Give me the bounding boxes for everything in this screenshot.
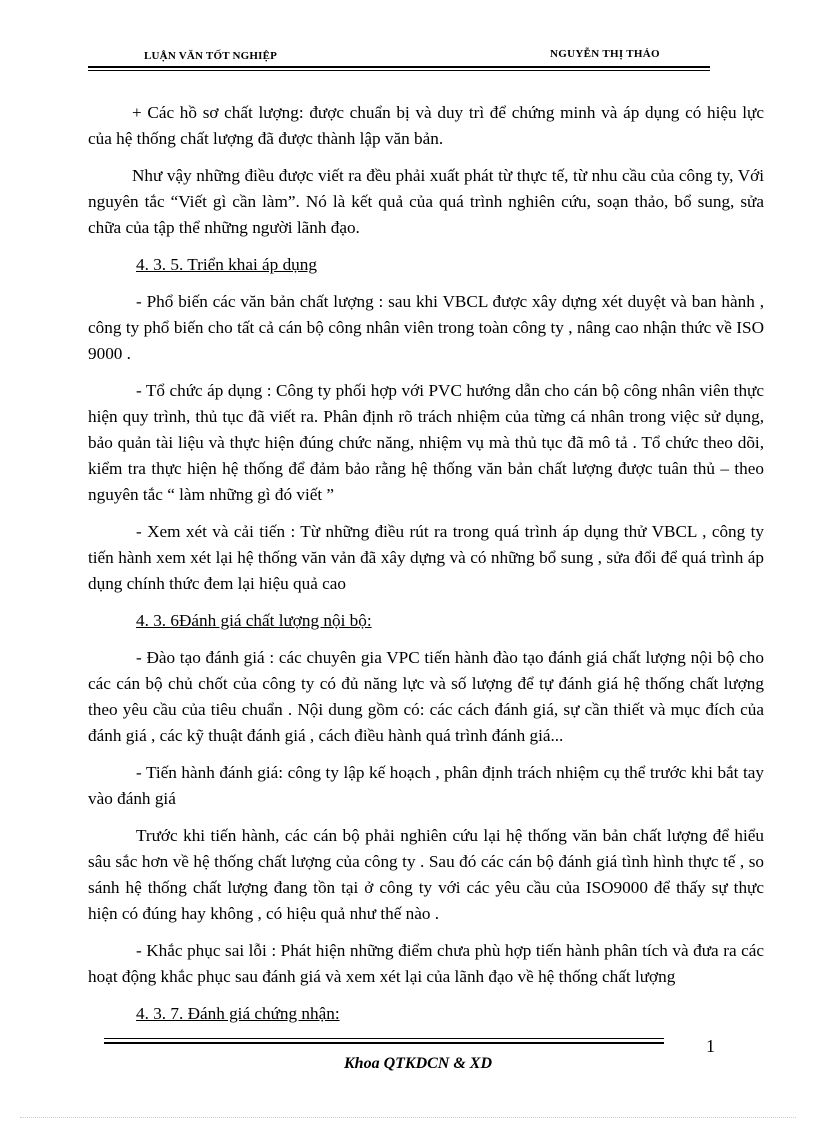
footer-rule-bottom	[104, 1042, 664, 1044]
section-heading-4-3-6: 4. 3. 6Đánh giá chất lượng nội bộ:	[136, 611, 372, 630]
paragraph-application: - Tổ chức áp dụng : Công ty phối hợp với PVC hướng dẫn cho cán bộ công nhân viên thực hiện quy trình, thủ tục đã viết ra. Phân định rõ trách nhiệm của từng cá nhân trong việc sử dụng, bảo quản tài liệu và thực hiện đúng chức năng, nhiệm vụ mà thủ tục đã mô tả . Tổ chức theo dõi, kiểm tra thực hiện hệ thống để đảm bảo rằng hệ thống văn bản chất lượng được tuân thủ – theo nguyên tắc “ làm những gì đó viết ”	[88, 381, 764, 504]
paragraph-quality-records: + Các hồ sơ chất lượng: được chuẩn bị và duy trì để chứng minh và áp dụng có hiệu lực của hệ thống chất lượng đã được thành lập văn bản.	[88, 103, 764, 148]
header-thesis-title: LUẬN VĂN TỐT NGHIỆP	[144, 50, 278, 62]
paragraph-before-audit: Trước khi tiến hành, các cán bộ phải nghiên cứu lại hệ thống văn bản chất lượng để hiểu sâu sắc hơn về hệ thống chất lượng của công ty . Sau đó các cán bộ đánh giá tình hình thực tế , so sánh hệ thống chất lượng đang tồn tại ở công ty với các yêu cầu của ISO9000 để thấy sự thực hiện có đúng hay không , có hiệu quả như thế nào .	[88, 826, 764, 923]
header-author-name: NGUYỄN THỊ THẢO	[550, 48, 660, 60]
header-rule-top	[88, 66, 710, 68]
paragraph-summary: Như vậy những điều được viết ra đều phải xuất phát từ thực tế, từ nhu cầu của công ty, Với nguyên tắc “Viết gì cần làm”. Nó là kết quả của quá trình nghiên cứu, soạn thảo, bổ sung, sửa chữa của tập thể những người lãnh đạo.	[88, 166, 764, 237]
footer-rule-top	[104, 1038, 664, 1039]
section-heading-4-3-5: 4. 3. 5. Triển khai áp dụng	[136, 255, 317, 274]
section-heading-4-3-7: 4. 3. 7. Đánh giá chứng nhận:	[136, 1004, 340, 1023]
paragraph-audit-training: - Đào tạo đánh giá : các chuyên gia VPC tiến hành đào tạo đánh giá chất lượng nội bộ cho các cán bộ chủ chốt của công ty có đủ năng lực và số lượng để tự đánh giá hệ thống chất lượng theo yêu cầu của tiêu chuẩn . Nội dung gồm có: các cách đánh giá, sự cần thiết và mục đích của đánh giá , các kỹ thuật đánh giá , cách điều hành quá trình đánh giá...	[88, 648, 764, 745]
page-header	[88, 46, 710, 74]
page-number: 1	[706, 1036, 715, 1056]
paragraph-conduct-audit: - Tiến hành đánh giá: công ty lập kế hoạch , phân định trách nhiệm cụ thể trước khi bắt tay vào đánh giá	[88, 763, 764, 808]
footer-faculty-name: Khoa QTKDCN & XD	[344, 1055, 493, 1072]
paragraph-review-improve: - Xem xét và cải tiến : Từ những điều rút ra trong quá trình áp dụng thử VBCL , công ty tiến hành xem xét lại hệ thống văn vản đã xây dựng và có những bổ sung , sửa đổi để quá trình áp dụng chính thức đem lại hiệu quả cao	[88, 522, 764, 593]
page-boundary	[20, 1117, 796, 1118]
header-rule-bottom	[88, 70, 710, 71]
paragraph-corrective-action: - Khắc phục sai lỗi : Phát hiện những điểm chưa phù hợp tiến hành phân tích và đưa ra các hoạt động khắc phục sau đánh giá và xem xét lại của lãnh đạo về hệ thống chất lượng	[88, 941, 764, 986]
document-body	[88, 100, 764, 1038]
paragraph-dissemination: - Phổ biến các văn bản chất lượng : sau khi VBCL được xây dựng xét duyệt và ban hành , công ty phổ biến cho tất cả cán bộ công nhân viên trong toàn công ty , nâng cao nhận thức về ISO 9000 .	[88, 292, 764, 363]
